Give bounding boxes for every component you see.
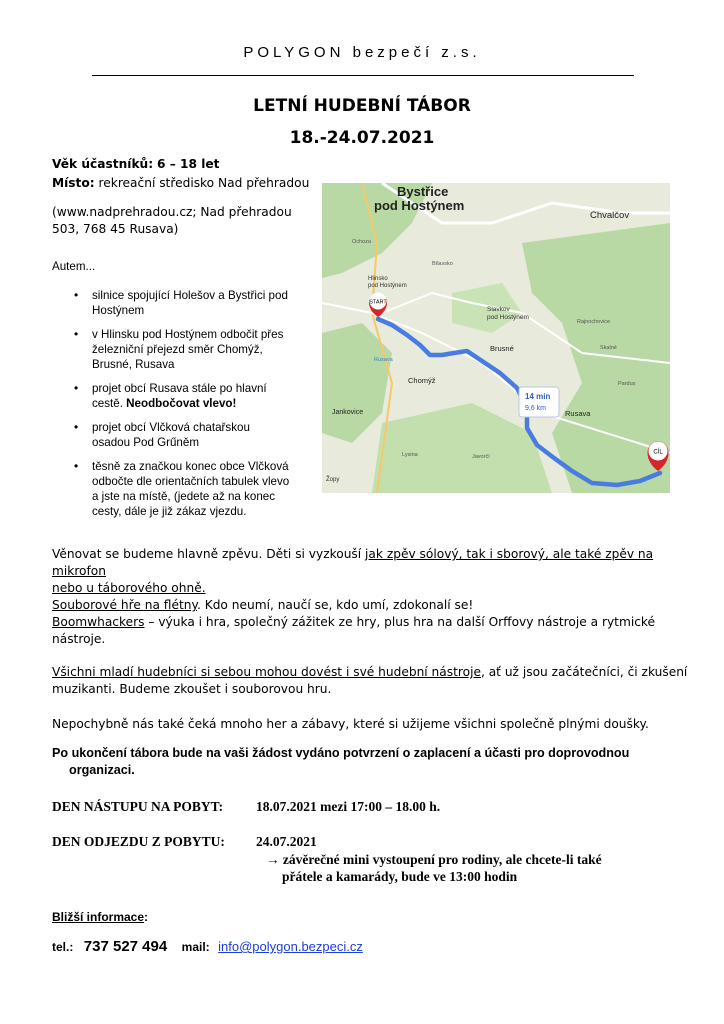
text-run: Po ukončení tábora bude na vaši žádost vydáno potvrzení o zaplacení a účasti pro doprovodnou: [52, 746, 630, 760]
age-line: [52, 156, 220, 173]
town-label: Žopy: [326, 477, 340, 483]
direction-line: • těsně za značkou konec obce Vlčková: [92, 460, 289, 473]
town-label: Brusné: [490, 344, 514, 353]
town-label: Chvalčov: [590, 210, 630, 221]
place-label: Místo:: [52, 176, 95, 190]
text-run: muzikanti. Budeme zkoušet i souborovou hru.: [52, 682, 332, 696]
town-label: Bystřice: [397, 184, 449, 199]
address: [52, 204, 292, 238]
town-label: Rajnochovice: [577, 319, 611, 325]
town-label: pod Hostýnem: [374, 198, 465, 213]
town-label: Rusava: [565, 409, 591, 418]
arrival-label: DEN NÁSTUPU NA POBYT:: [52, 799, 224, 814]
organization-name: POLYGON bezpečí z.s.: [243, 44, 481, 61]
paragraph-singing: [52, 546, 692, 648]
route-info-box[interactable]: [519, 387, 559, 417]
town-label: Jankovice: [332, 409, 364, 416]
direction-line: a jste na místě, (jedete až na konec: [92, 490, 276, 503]
direction-line: • v Hlinsku pod Hostýnem odbočit přes: [92, 328, 284, 341]
direction-warning: Neodbočovat vlevo!: [126, 397, 237, 410]
car-label: Autem...: [52, 260, 96, 273]
direction-line: železniční přejezd směr Chomýž,: [92, 343, 263, 356]
place-value: rekreační středisko Nad přehradou: [98, 176, 310, 190]
text-run: Všichni mladí hudebníci si sebou mohou dovést i své hudební nástroje: [52, 665, 481, 679]
place-line: [52, 175, 309, 192]
directions-list: [70, 288, 320, 528]
address-line-1: (www.nadprehradou.cz; Nad přehradou: [52, 205, 292, 219]
tel-label: tel.:: [52, 940, 74, 954]
town-label: Bílavsko: [432, 261, 453, 267]
age-value: 6 – 18 let: [156, 157, 220, 171]
text-run: jak zpěv sólový, tak i sborový, ale také zpěv na mikrofon: [52, 547, 654, 578]
direction-line: cesty, dále je již zákaz vjezdu.: [92, 505, 247, 518]
route-distance: 9,6 km: [525, 405, 547, 412]
direction-line: Brusné, Rusava: [92, 358, 175, 371]
river-label: Rusava: [374, 357, 393, 363]
contact-line: [52, 938, 363, 956]
route-duration: 14 min: [525, 392, 551, 401]
route-map[interactable]: [322, 183, 670, 493]
text-run: nástroje.: [52, 632, 106, 646]
departure-value: 24.07.2021: [256, 834, 317, 849]
page-title: LETNÍ HUDEBNÍ TÁBOR: [253, 96, 471, 116]
town-label: pod Hostýnem: [487, 314, 529, 321]
text-run: Boomwhackers: [52, 615, 145, 629]
direction-item: [70, 420, 320, 450]
town-label: Hlinsko: [368, 276, 388, 282]
mail-label: mail:: [181, 940, 210, 954]
direction-line: • silnice spojující Holešov a Bystřici pod: [92, 289, 288, 302]
contact-heading: [52, 910, 148, 924]
text-run: organizaci.: [69, 763, 135, 777]
town-label: pod Hostýnem: [368, 283, 407, 289]
paragraph-fun: Nepochybně nás také čeká mnoho her a zábavy, které si užijeme všichni společně plnými doušky.: [52, 717, 649, 731]
address-line-2: 503, 768 45 Rusava): [52, 222, 179, 236]
age-label: Věk účastníků:: [52, 157, 154, 171]
direction-item: [70, 381, 320, 411]
text-run: nebo u táborového ohně.: [52, 581, 206, 595]
town-label: Lysina: [402, 452, 418, 458]
paragraph-instruments: [52, 664, 702, 698]
text-run: Bližší informace: [52, 910, 145, 924]
camp-dates: 18.-24.07.2021: [289, 128, 435, 148]
town-label: Chomýž: [408, 376, 436, 385]
direction-item: [70, 288, 320, 318]
town-label: Pardus: [618, 381, 636, 387]
town-label: Javorčí: [472, 454, 490, 460]
email-link[interactable]: info@polygon.bezpeci.cz: [218, 939, 363, 954]
text-run: Věnovat se budeme hlavně zpěvu. Děti si vyzkouší: [52, 547, 362, 561]
town-label: Ochoza: [352, 239, 371, 245]
arrival-value: 18.07.2021 mezi 17:00 – 18.00 h.: [256, 799, 441, 814]
direction-line: Hostýnem: [92, 304, 145, 317]
text-run: . Kdo neumí, naučí se, kdo umí, zdokonalí se!: [196, 598, 474, 612]
direction-line: osadou Pod Grűněm: [92, 436, 199, 449]
direction-item: [70, 459, 320, 519]
text-run: Souborové hře na flétny: [52, 598, 197, 612]
end-label: CÍL: [653, 449, 663, 456]
text-run: , ať už jsou začátečníci, či zkušení: [480, 665, 688, 679]
direction-line: odbočte dle orientačních tabulek vlevo: [92, 475, 290, 488]
departure-note: → závěrečné mini vystoupení pro rodiny, ale chcete-li také: [266, 852, 602, 867]
direction-line: • projet obcí Vlčková chatařskou: [92, 421, 250, 434]
start-label: START: [369, 299, 387, 306]
direction-item: [70, 327, 320, 372]
tel-number[interactable]: 737 527 494: [83, 938, 168, 955]
text-run: :: [144, 910, 149, 924]
direction-line: cestě.: [92, 397, 123, 410]
town-label: Skalné: [600, 345, 617, 351]
departure-label: DEN ODJEZDU Z POBYTU:: [52, 834, 225, 849]
departure-note: přátele a kamarády, bude ve 13:00 hodin: [282, 869, 518, 884]
town-label: Slavkov: [487, 306, 510, 313]
text-run: – výuka i hra, společný zážitek ze hry, plus hra na další Orffovy nástroje a rytmické: [144, 615, 656, 629]
paragraph-confirmation: [52, 745, 629, 779]
header-rule: [92, 75, 634, 76]
direction-line: • projet obcí Rusava stále po hlavní: [92, 382, 267, 395]
